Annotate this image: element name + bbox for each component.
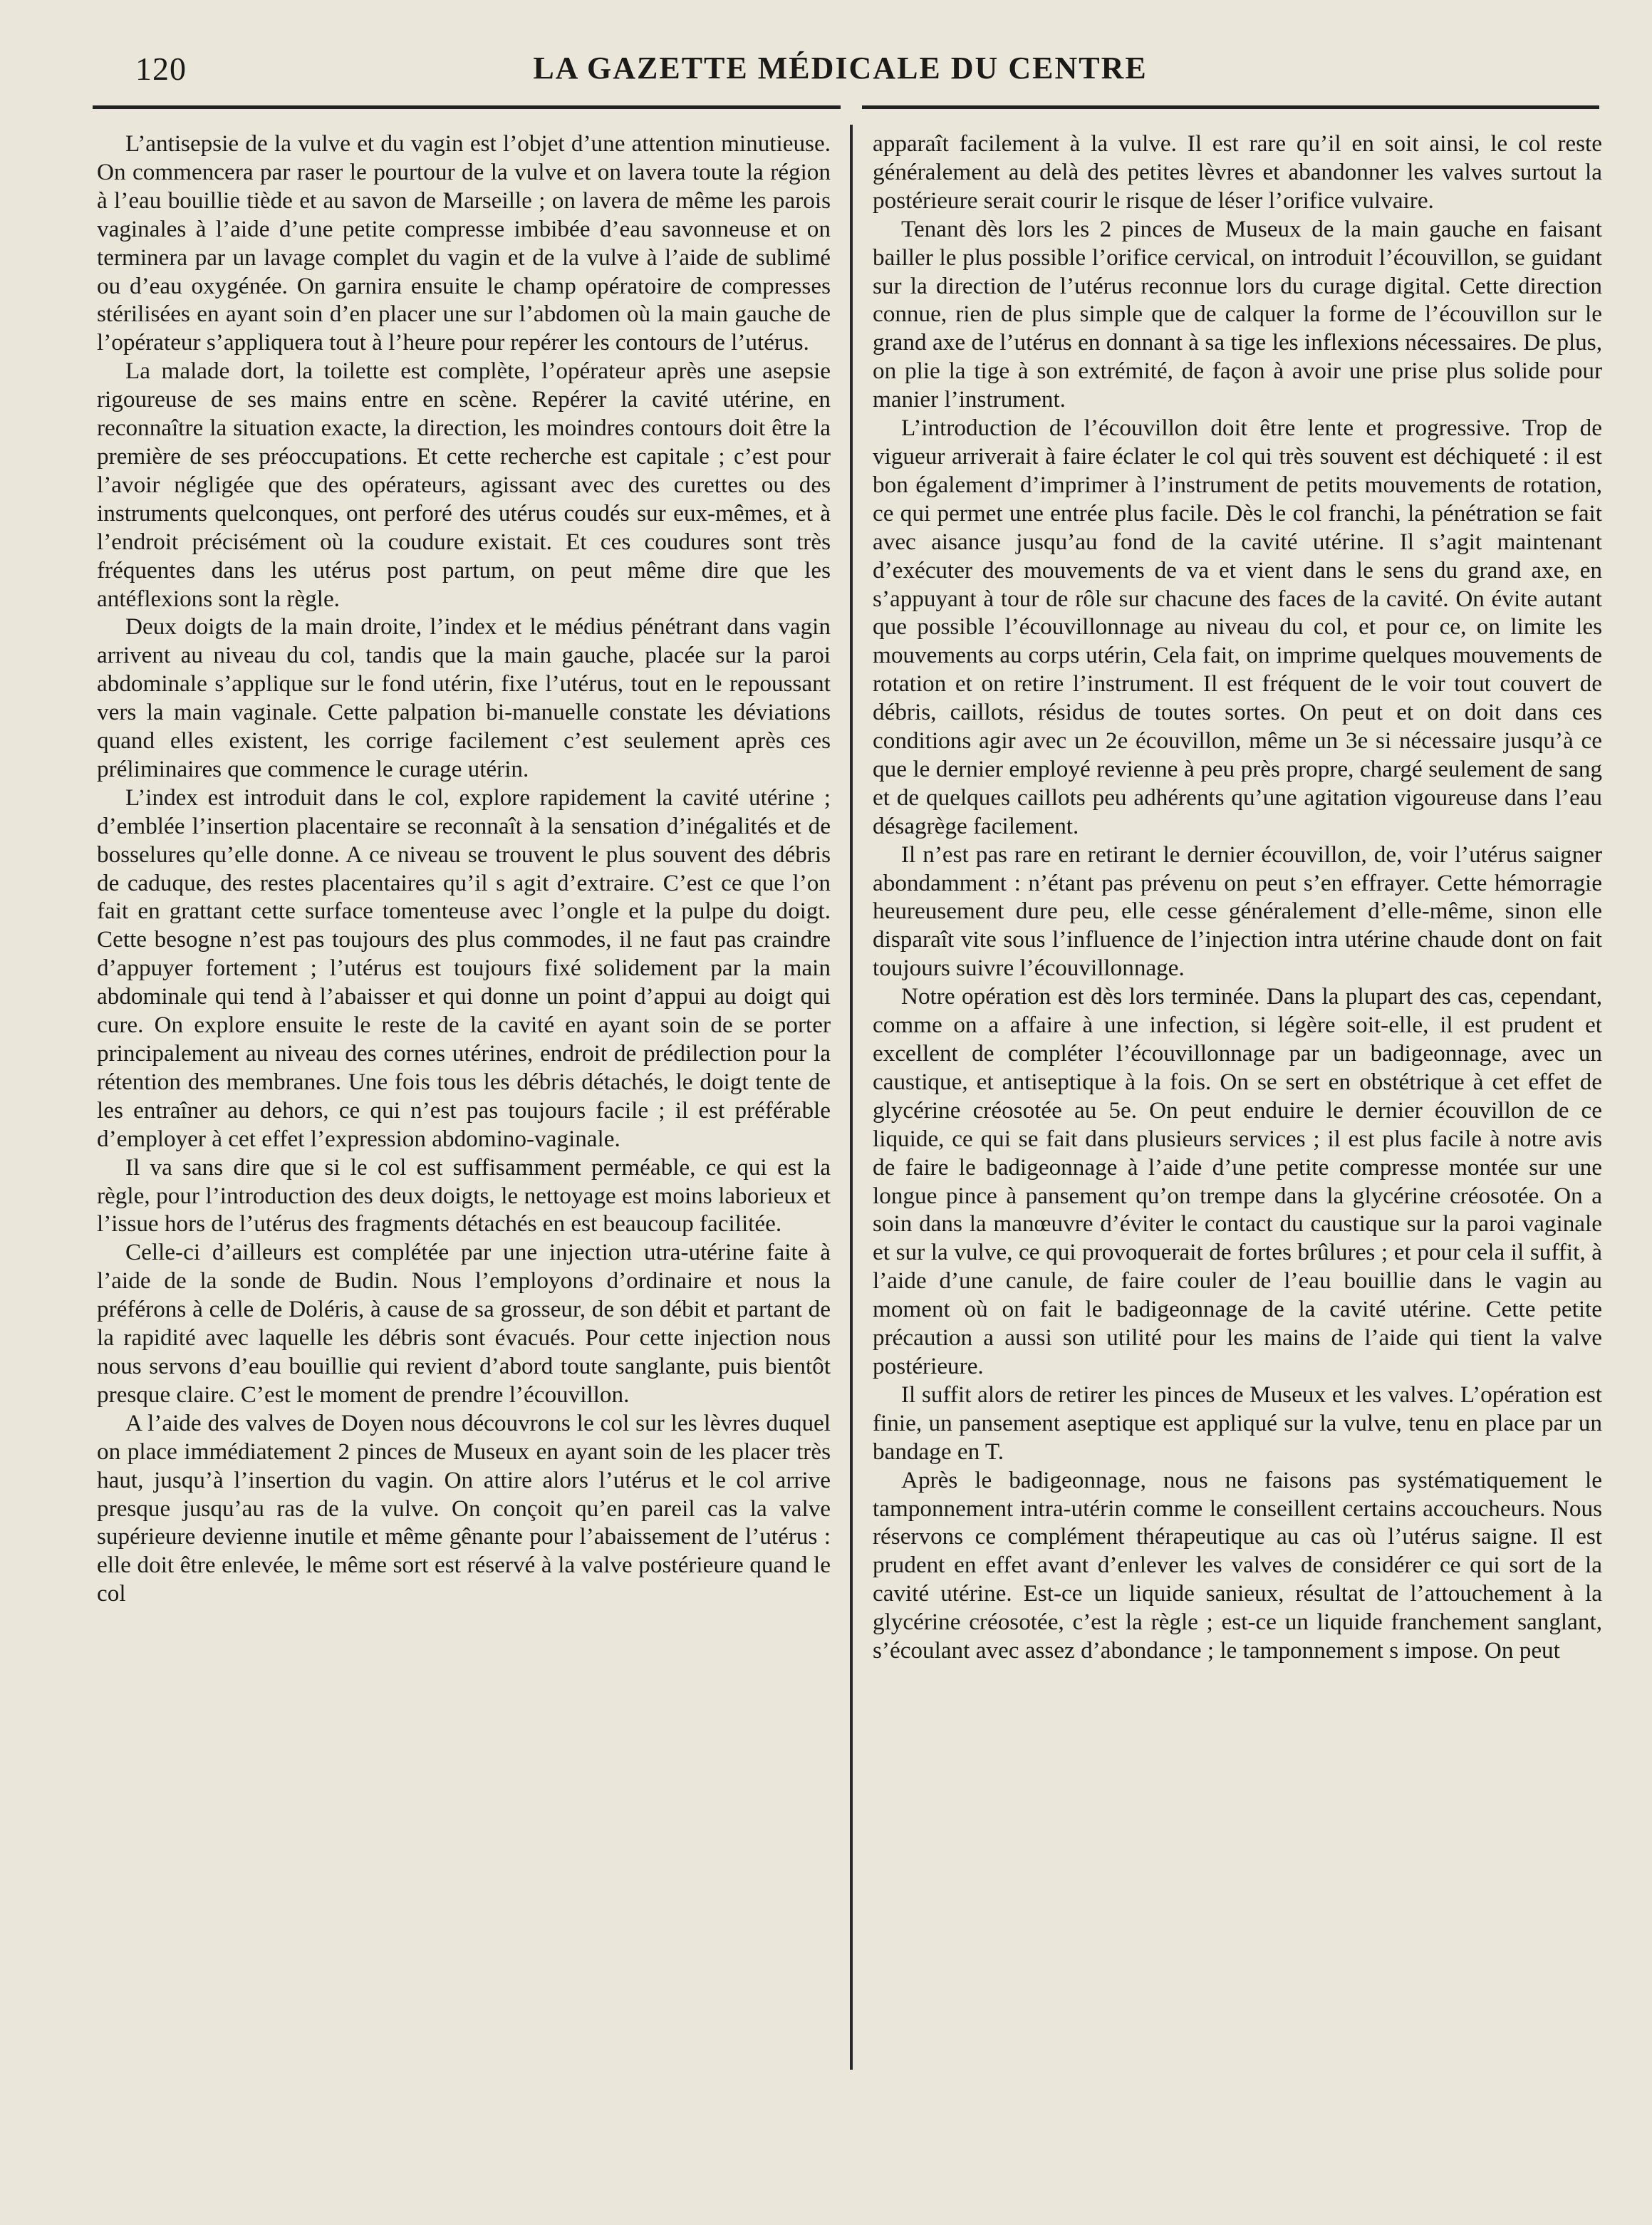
paragraph: Il n’est pas rare en retirant le dernier écouvillon, de, voir l’utérus saigner abondamment : n’étant pas prévenu on peut s’en effrayer. Cette hémorragie heureusement dure peu, elle cesse généralement d’elle-même, sinon elle disparaît vite sous l’influence de l’injection intra utérine chaude dont on fait toujours suivre l’écouvillonnage.	[873, 841, 1602, 982]
paragraph: A l’aide des valves de Doyen nous découvrons le col sur les lèvres duquel on place immédiatement 2 pinces de Museux en ayant soin de les placer très haut, jusqu’à l’insertion du vagin. On attire alors l’utérus et le col arrive presque jusqu’au ras de la vulve. On conçoit qu’en pareil cas la valve supérieure devienne inutile et même gênante pour l’abaissement de l’utérus : elle doit être enlevée, le même sort est réservé à la valve postérieure quand le col	[97, 1409, 831, 1607]
paragraph: Tenant dès lors les 2 pinces de Museux de la main gauche en faisant bailler le plus possible l’orifice cervical, on introduit l’écouvillon, se guidant sur la direction de l’utérus reconnue lors du curage digital. Cette direction connue, rien de plus simple que de calquer la forme de l’écouvillon sur le grand axe de l’utérus en donnant à sa tige les inflexions nécessaires. De plus, on plie la tige à son extrémité, de façon à avoir une prise plus solide pour manier l’instrument.	[873, 215, 1602, 413]
paragraph: Celle-ci d’ailleurs est complétée par une injection utra-utérine faite à l’aide de la sonde de Budin. Nous l’employons d’ordinaire et nous la préférons à celle de Doléris, à cause de sa grosseur, de son débit et partant de la rapidité avec laquelle les débris sont évacués. Pour cette injection nous nous servons d’eau bouillie qui revient d’abord toute sanglante, puis bientôt presque claire. C’est le moment de prendre l’écouvillon.	[97, 1239, 831, 1408]
page-header	[93, 44, 1588, 94]
paragraph: L’antisepsie de la vulve et du vagin est l’objet d’une attention minutieuse. On commencera par raser le pourtour de la vulve et on lavera toute la région à l’eau bouillie tiède et au savon de Marseille ; on lavera de même les parois vaginales à l’aide d’une petite compresse imbibée d’eau savonneuse et on terminera par un lavage complet du vagin et de la vulve à l’aide de sublimé ou d’eau oxygénée. On garnira ensuite le champ opératoire de compresses stérilisées en ayant soin d’en placer une sur l’abdomen où la main gauche de l’opérateur s’appliquera tout à l’heure pour repérer les contours de l’utérus.	[97, 130, 831, 356]
paragraph: Deux doigts de la main droite, l’index et le médius pénétrant dans vagin arrivent au niveau du col, tandis que la main gauche, placée sur la paroi abdominale s’applique sur le fond utérin, fixe l’utérus, tout en le repoussant vers la main vaginale. Cette palpation bi-manuelle constate les déviations quand elles existent, les corrige facilement c’est seulement après ces préliminaires que commence le curage utérin.	[97, 613, 831, 782]
right-column	[873, 130, 1602, 1665]
paragraph: Il suffit alors de retirer les pinces de Museux et les valves. L’opération est finie, un pansement aseptique est appliqué sur la vulve, tenu en place par un bandage en T.	[873, 1381, 1602, 1465]
paragraph: Après le badigeonnage, nous ne faisons pas systématiquement le tamponnement intra-utérin comme le conseillent certains accoucheurs. Nous réservons ce complément thérapeutique au cas où l’utérus saigne. Il est prudent en effet avant d’enlever les valves de considérer ce qui sort de la cavité utérine. Est-ce un liquide sanieux, résultat de l’attouchement à la glycérine créosotée, c’est la règle ; est-ce un liquide franchement sanglant, s’écoulant avec assez d’abondance ; le tamponnement s impose. On peut	[873, 1466, 1602, 1664]
running-title: LA GAZETTE MÉDICALE DU CENTRE	[533, 51, 1148, 85]
paragraph: Notre opération est dès lors terminée. Dans la plupart des cas, cependant, comme on a affaire à une infection, si légère soit-elle, il est prudent et excellent de compléter l’écouvillonnage par un badigeonnage, avec un caustique, et antiseptique à la fois. On se sert en obstétrique à cet effet de glycérine créosotée au 5e. On peut enduire le dernier écouvillon de ce liquide, ce qui se fait dans plusieurs services ; il est plus facile à notre avis de faire le badigeonnage à l’aide d’une petite compresse montée sur une longue pince à pansement qu’on trempe dans la glycérine créosotée. On a soin dans la manœuvre d’éviter le contact du caustique sur la paroi vaginale et sur la vulve, ce qui provoquerait de fortes brûlures ; et pour cela il suffit, à l’aide d’une canule, de faire couler de l’eau bouillie dans le vagin au moment où on fait le badigeonnage de la cavité utérine. Cette petite précaution a aussi son utilité pour les mains de l’aide qui tient la valve postérieure.	[873, 983, 1602, 1379]
header-rule-right	[862, 105, 1599, 109]
left-column	[97, 130, 831, 1608]
header-rule-left	[93, 105, 841, 109]
paragraph-continuation: apparaît facilement à la vulve. Il est rare qu’il en soit ainsi, le col reste généralement au delà des petites lèvres et abandonner les valves surtout la postérieure serait courir le risque de léser l’orifice vulvaire.	[873, 130, 1602, 214]
column-divider	[850, 125, 853, 2070]
page-number: 120	[135, 51, 187, 87]
paragraph: L’introduction de l’écouvillon doit être lente et progressive. Trop de vigueur arriverait à faire éclater le col qui très souvent est déchiqueté : il est bon également d’imprimer à l’instrument de petits mouvements de rotation, ce qui permet une entrée plus facile. Dès le col franchi, la pénétration se fait avec aisance jusqu’au fond de la cavité utérine. Il s’agit maintenant d’exécuter des mouvements de va et vient dans le sens du grand axe, en s’appuyant à tour de rôle sur chacune des faces de la cavité. On évite autant que possible l’écouvillonnage au niveau du col, et pour ce, on limite les mouvements au corps utérin, Cela fait, on imprime quelques mouvements de rotation et on retire l’instrument. Il est fréquent de le voir tout couvert de débris, caillots, résidus de toutes sortes. On peut et on doit dans ces conditions agir avec un 2e écouvillon, même un 3e si nécessaire jusqu’à ce que le dernier employé revienne à peu près propre, chargé seulement de sang et de quelques caillots peu adhérents qu’une agitation vigoureuse dans l’eau désagrège facilement.	[873, 415, 1602, 839]
paragraph: L’index est introduit dans le col, explore rapidement la cavité utérine ; d’emblée l’insertion placentaire se reconnaît à la sensation d’inégalités et de bosselures qu’elle donne. A ce niveau se trouvent le plus souvent des débris de caduque, des restes placentaires qu’il s agit d’extraire. C’est ce que l’on fait en grattant cette surface tomenteuse avec l’ongle et la pulpe du doigt. Cette besogne n’est pas toujours des plus commodes, il ne faut pas craindre d’appuyer fortement ; l’utérus est toujours fixé solidement par la main abdominale qui tend à l’abaisser et qui donne un point d’appui au doigt qui cure. On explore ensuite le reste de la cavité en ayant soin de se porter principalement au niveau des cornes utérines, endroit de prédilection pour la rétention des membranes. Une fois tous les débris détachés, le doigt tente de les entraîner au dehors, ce qui n’est pas toujours facile ; il est préférable d’employer à cet effet l’expression abdomino-vaginale.	[97, 784, 831, 1152]
paragraph: Il va sans dire que si le col est suffisamment perméable, ce qui est la règle, pour l’introduction des deux doigts, le nettoyage est moins laborieux et l’issue hors de l’utérus des fragments détachés en est beaucoup facilitée.	[97, 1153, 831, 1238]
paragraph: La malade dort, la toilette est complète, l’opérateur après une asepsie rigoureuse de ses mains entre en scène. Repérer la cavité utérine, en reconnaître la situation exacte, la direction, les moindres contours doit être la première de ses préoccupations. Et cette recherche est capitale ; c’est pour l’avoir négligée que des opérateurs, agissant avec des curettes ou des instruments quelconques, ont perforé des utérus coudés sur eux-mêmes, et à l’endroit précisément où la coudure existait. Et ces coudures sont très fréquentes dans les utérus post partum, on peut même dire que les antéflexions sont la règle.	[97, 358, 831, 612]
